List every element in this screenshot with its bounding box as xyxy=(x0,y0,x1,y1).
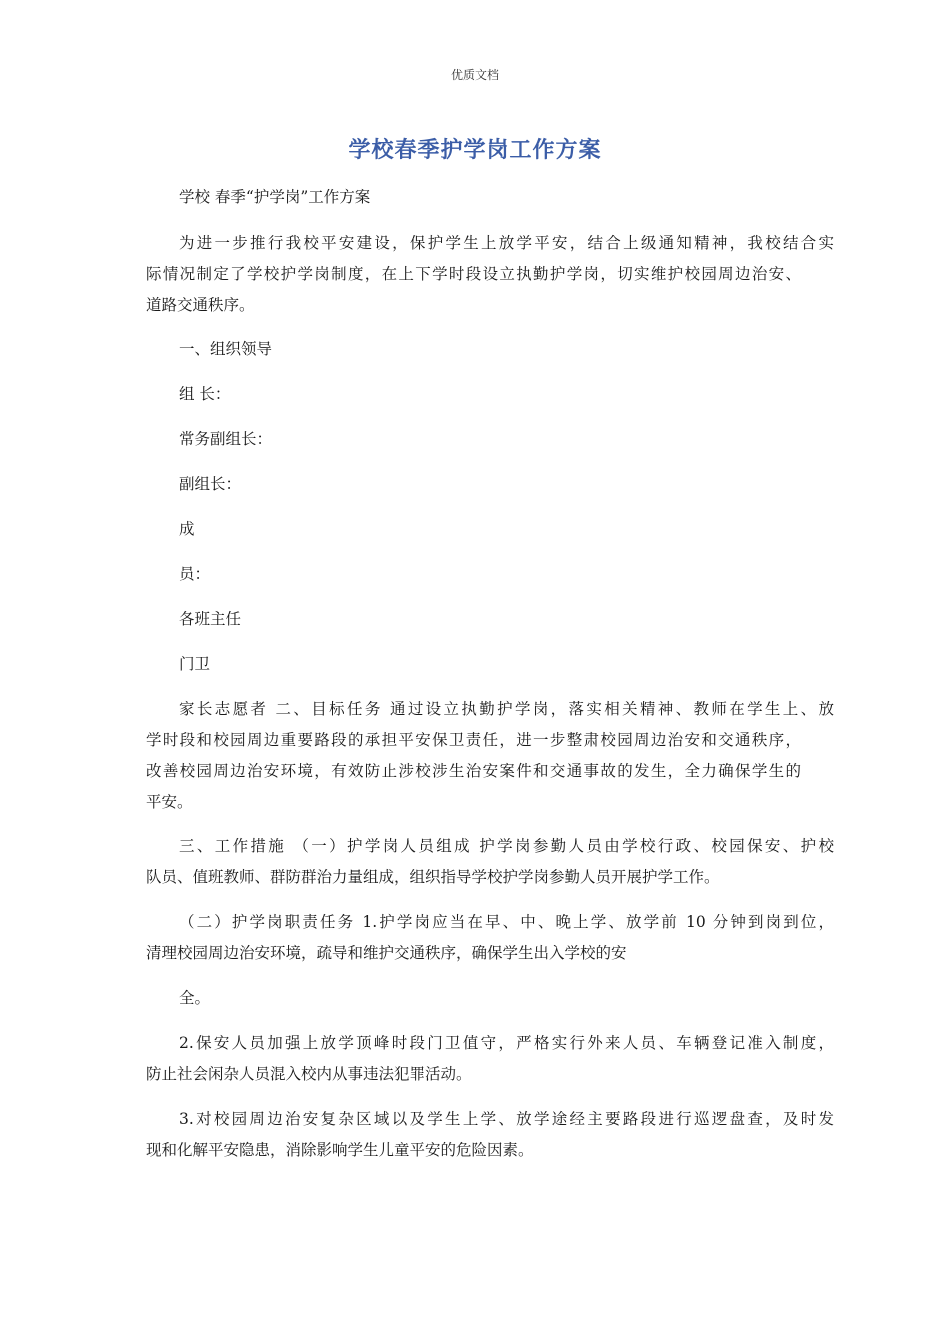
members-label-b: 员： xyxy=(179,565,211,583)
document-subtitle: 学校 春季“护学岗”工作方案 xyxy=(179,188,371,206)
document-title: 学校春季护学岗工作方案 xyxy=(348,138,602,163)
item2-line-2: 防止社会闲杂人员混入校内从事违法犯罪活动。 xyxy=(146,1065,472,1083)
item3-line-1: 3.对校园周边治安复杂区域以及学生上学、放学途经主要路段进行巡逻盘查，及时发 xyxy=(179,1110,834,1128)
section2-line-1: 家长志愿者 二、目标任务 通过设立执勤护学岗，落实相关精神、教师在学生上、放 xyxy=(179,700,834,718)
exec-vice-leader-label: 常务副组长： xyxy=(179,430,273,448)
guard-label: 门卫 xyxy=(179,655,211,673)
leader-label: 组 长： xyxy=(179,385,231,403)
duties-line-1: （二）护学岗职责任务 1.护学岗应当在早、中、晚上学、放学前 10 分钟到岗到位， xyxy=(179,913,834,931)
item3-line-2: 现和化解平安隐患，消除影响学生儿童平安的危险因素。 xyxy=(146,1141,534,1159)
page-header: 优质文档 xyxy=(450,68,499,82)
section1-heading: 一、组织领导 xyxy=(179,340,273,358)
section2-line-3: 改善校园周边治安环境，有效防止涉校涉生治安案件和交通事故的发生，全力确保学生的 xyxy=(146,762,801,780)
intro-line-2: 际情况制定了学校护学岗制度，在上下学时段设立执勤护学岗，切实维护校园周边治安、 xyxy=(146,265,801,283)
section3-line-1: 三、工作措施 （一）护学岗人员组成 护学岗参勤人员由学校行政、校园保安、护校 xyxy=(179,837,834,855)
duties-line-2: 清理校园周边治安环境，疏导和维护交通秩序，确保学生出入学校的安 xyxy=(146,944,627,962)
members-label-a: 成 xyxy=(179,520,195,538)
intro-line-3: 道路交通秩序。 xyxy=(146,296,255,314)
class-teachers-label: 各班主任 xyxy=(179,610,242,628)
vice-leader-label: 副组长： xyxy=(179,475,242,493)
document-body xyxy=(146,0,834,1344)
section2-line-2: 学时段和校园周边重要路段的承担平安保卫责任，进一步整肃校园周边治安和交通秩序， xyxy=(146,731,801,749)
item2-line-1: 2.保安人员加强上放学顶峰时段门卫值守，严格实行外来人员、车辆登记准入制度， xyxy=(179,1034,834,1052)
intro-line-1: 为进一步推行我校平安建设，保护学生上放学平安，结合上级通知精神，我校结合实 xyxy=(179,234,834,252)
section3-line-2: 队员、值班教师、群防群治力量组成，组织指导学校护学岗参勤人员开展护学工作。 xyxy=(146,868,720,886)
duties-continuation: 全。 xyxy=(179,989,211,1007)
section2-line-4: 平安。 xyxy=(146,793,193,811)
